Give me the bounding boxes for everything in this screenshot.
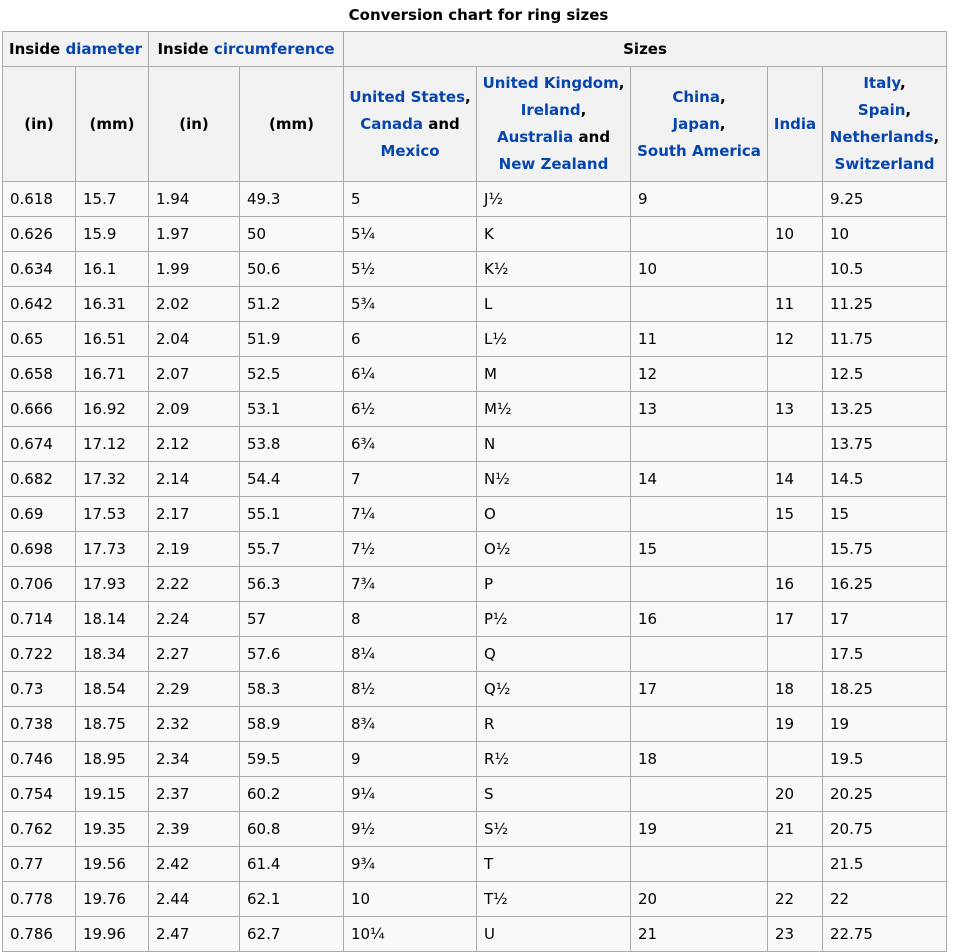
table-row <box>3 322 947 357</box>
diameter-in-cell: 0.714 <box>3 602 76 637</box>
mexico-link[interactable]: Mexico <box>380 141 440 160</box>
diameter-in-cell: 0.682 <box>3 462 76 497</box>
size-asia-cell: 21 <box>631 917 768 952</box>
diameter-in-cell: 0.722 <box>3 637 76 672</box>
size-asia-cell: 20 <box>631 882 768 917</box>
size-eu-cell: 20.75 <box>823 812 947 847</box>
circumference-in-cell: 2.07 <box>149 357 240 392</box>
size-eu-cell: 13.25 <box>823 392 947 427</box>
size-asia-cell: 18 <box>631 742 768 777</box>
diameter-in-cell: 0.69 <box>3 497 76 532</box>
diameter-in-cell: 0.65 <box>3 322 76 357</box>
diameter-mm-cell: 18.75 <box>76 707 149 742</box>
size-eu-cell: 16.25 <box>823 567 947 602</box>
diameter-in-cell: 0.762 <box>3 812 76 847</box>
size-eu-cell: 21.5 <box>823 847 947 882</box>
diameter-mm-cell: 16.71 <box>76 357 149 392</box>
diameter-in-cell: 0.698 <box>3 532 76 567</box>
diameter-in-cell: 0.626 <box>3 217 76 252</box>
italy-link[interactable]: Italy <box>863 74 900 92</box>
table-row <box>3 602 947 637</box>
table-row <box>3 532 947 567</box>
table-row <box>3 917 947 952</box>
size-india-cell: 22 <box>768 882 823 917</box>
size-eu-cell: 22 <box>823 882 947 917</box>
asia-header: China, Japan, South America <box>631 67 768 182</box>
diameter-mm-cell: 18.14 <box>76 602 149 637</box>
size-uk-cell: L <box>477 287 631 322</box>
diameter-in-cell: 0.618 <box>3 182 76 217</box>
size-asia-cell <box>631 637 768 672</box>
table-row <box>3 427 947 462</box>
diameter-mm-cell: 17.12 <box>76 427 149 462</box>
south-america-link[interactable]: South America <box>637 141 761 160</box>
united-kingdom-link[interactable]: United Kingdom <box>482 74 619 92</box>
circumference-link[interactable]: circumference <box>213 39 335 58</box>
diameter-mm-cell: 18.54 <box>76 672 149 707</box>
size-eu-cell: 14.5 <box>823 462 947 497</box>
diameter-in-cell: 0.73 <box>3 672 76 707</box>
diameter-mm-cell: 19.56 <box>76 847 149 882</box>
size-india-cell <box>768 742 823 777</box>
circumference-in-cell: 2.42 <box>149 847 240 882</box>
circumference-mm-cell: 54.4 <box>240 462 344 497</box>
china-link[interactable]: China <box>672 87 720 106</box>
size-india-cell <box>768 252 823 287</box>
diameter-in-cell: 0.634 <box>3 252 76 287</box>
size-india-cell: 15 <box>768 497 823 532</box>
circumference-mm-cell: 55.1 <box>240 497 344 532</box>
canada-link[interactable]: Canada <box>360 114 424 133</box>
size-india-cell: 10 <box>768 217 823 252</box>
circumference-in-cell: 2.12 <box>149 427 240 462</box>
size-uk-cell: M <box>477 357 631 392</box>
size-uk-cell: P <box>477 567 631 602</box>
circumference-in-cell: 2.14 <box>149 462 240 497</box>
circumference-in-cell: 2.34 <box>149 742 240 777</box>
diameter-mm-cell: 18.34 <box>76 637 149 672</box>
size-us-cell: 7 <box>344 462 477 497</box>
size-us-cell: 8 <box>344 602 477 637</box>
size-asia-cell <box>631 847 768 882</box>
size-uk-cell: Q <box>477 637 631 672</box>
size-us-cell: 9¾ <box>344 847 477 882</box>
diameter-in-cell: 0.778 <box>3 882 76 917</box>
table-row <box>3 392 947 427</box>
india-header <box>768 67 823 182</box>
size-uk-cell: O½ <box>477 532 631 567</box>
diameter-in-cell: 0.706 <box>3 567 76 602</box>
size-us-cell: 8¼ <box>344 637 477 672</box>
table-row <box>3 777 947 812</box>
size-asia-cell: 12 <box>631 357 768 392</box>
size-eu-cell: 11.75 <box>823 322 947 357</box>
size-asia-cell <box>631 567 768 602</box>
size-us-cell: 8½ <box>344 672 477 707</box>
size-uk-cell: Q½ <box>477 672 631 707</box>
diameter-in-cell: 0.77 <box>3 847 76 882</box>
india-link[interactable]: India <box>773 114 817 133</box>
circumference-mm-cell: 59.5 <box>240 742 344 777</box>
circumference-mm-cell: 62.7 <box>240 917 344 952</box>
size-asia-cell: 16 <box>631 602 768 637</box>
size-eu-cell: 9.25 <box>823 182 947 217</box>
size-uk-cell: K <box>477 217 631 252</box>
eu-header: Italy, Spain, Netherlands, Switzerland <box>823 67 947 182</box>
size-eu-cell: 12.5 <box>823 357 947 392</box>
size-india-cell <box>768 357 823 392</box>
size-india-cell: 23 <box>768 917 823 952</box>
size-us-cell: 6¾ <box>344 427 477 462</box>
size-eu-cell: 18.25 <box>823 672 947 707</box>
size-uk-cell: T <box>477 847 631 882</box>
new-zealand-link[interactable]: New Zealand <box>498 155 609 173</box>
circumference-mm-cell: 57 <box>240 602 344 637</box>
size-us-cell: 5¾ <box>344 287 477 322</box>
table-row <box>3 217 947 252</box>
diameter-mm-cell: 17.73 <box>76 532 149 567</box>
size-us-cell: 7¾ <box>344 567 477 602</box>
size-us-cell: 7½ <box>344 532 477 567</box>
size-us-cell: 5¼ <box>344 217 477 252</box>
size-asia-cell: 17 <box>631 672 768 707</box>
diameter-in-cell: 0.658 <box>3 357 76 392</box>
diameter-mm-cell: 19.96 <box>76 917 149 952</box>
size-asia-cell: 19 <box>631 812 768 847</box>
ring-size-table <box>2 31 947 952</box>
diameter-mm-cell: 19.15 <box>76 777 149 812</box>
size-asia-cell <box>631 777 768 812</box>
size-uk-cell: N <box>477 427 631 462</box>
size-us-cell: 6¼ <box>344 357 477 392</box>
size-india-cell <box>768 182 823 217</box>
circumference-in-cell: 2.47 <box>149 917 240 952</box>
circumference-mm-cell: 56.3 <box>240 567 344 602</box>
size-uk-cell: K½ <box>477 252 631 287</box>
circumference-mm-cell: 51.2 <box>240 287 344 322</box>
size-uk-cell: M½ <box>477 392 631 427</box>
circumference-mm-cell: 53.1 <box>240 392 344 427</box>
circumference-in-cell: 1.99 <box>149 252 240 287</box>
diameter-in-header: (in) <box>3 67 76 182</box>
diameter-mm-cell: 18.95 <box>76 742 149 777</box>
us-header: United States, Canada and Mexico <box>344 67 477 182</box>
circumference-in-cell: 2.04 <box>149 322 240 357</box>
table-row <box>3 847 947 882</box>
size-asia-cell <box>631 287 768 322</box>
diameter-mm-cell: 17.93 <box>76 567 149 602</box>
circumference-in-cell: 2.32 <box>149 707 240 742</box>
size-eu-cell: 10 <box>823 217 947 252</box>
size-us-cell: 8¾ <box>344 707 477 742</box>
size-eu-cell: 22.75 <box>823 917 947 952</box>
size-us-cell: 7¼ <box>344 497 477 532</box>
circumference-mm-cell: 58.9 <box>240 707 344 742</box>
netherlands-link[interactable]: Netherlands <box>829 128 934 146</box>
table-body <box>3 182 947 952</box>
circumference-mm-cell: 51.9 <box>240 322 344 357</box>
size-us-cell: 10 <box>344 882 477 917</box>
circumference-mm-cell: 49.3 <box>240 182 344 217</box>
circumference-in-cell: 2.22 <box>149 567 240 602</box>
uk-header: United Kingdom, Ireland, Australia and New Zealand <box>477 67 631 182</box>
size-asia-cell: 15 <box>631 532 768 567</box>
table-caption: Conversion chart for ring sizes <box>348 6 609 24</box>
size-eu-cell: 11.25 <box>823 287 947 322</box>
size-uk-cell: N½ <box>477 462 631 497</box>
circumference-in-cell: 1.94 <box>149 182 240 217</box>
circumference-in-cell: 2.02 <box>149 287 240 322</box>
circumference-in-header: (in) <box>149 67 240 182</box>
circumference-mm-cell: 50.6 <box>240 252 344 287</box>
circumference-in-cell: 2.44 <box>149 882 240 917</box>
size-asia-cell <box>631 217 768 252</box>
size-asia-cell: 10 <box>631 252 768 287</box>
switzerland-link[interactable]: Switzerland <box>834 155 935 173</box>
circumference-in-cell: 1.97 <box>149 217 240 252</box>
size-eu-cell: 15.75 <box>823 532 947 567</box>
diameter-mm-cell: 16.1 <box>76 252 149 287</box>
size-uk-cell: S <box>477 777 631 812</box>
diameter-mm-header: (mm) <box>76 67 149 182</box>
diameter-mm-cell: 17.53 <box>76 497 149 532</box>
size-india-cell: 21 <box>768 812 823 847</box>
size-india-cell: 17 <box>768 602 823 637</box>
table-row <box>3 742 947 777</box>
diameter-mm-cell: 16.31 <box>76 287 149 322</box>
diameter-in-cell: 0.642 <box>3 287 76 322</box>
size-us-cell: 6 <box>344 322 477 357</box>
size-us-cell: 9¼ <box>344 777 477 812</box>
size-eu-cell: 17.5 <box>823 637 947 672</box>
size-india-cell: 12 <box>768 322 823 357</box>
diameter-in-cell: 0.674 <box>3 427 76 462</box>
table-row <box>3 672 947 707</box>
size-asia-cell <box>631 427 768 462</box>
circumference-mm-cell: 61.4 <box>240 847 344 882</box>
size-asia-cell <box>631 497 768 532</box>
circumference-in-cell: 2.37 <box>149 777 240 812</box>
size-eu-cell: 20.25 <box>823 777 947 812</box>
size-asia-cell: 14 <box>631 462 768 497</box>
size-india-cell: 16 <box>768 567 823 602</box>
size-uk-cell: R½ <box>477 742 631 777</box>
table-row <box>3 357 947 392</box>
size-asia-cell <box>631 707 768 742</box>
size-eu-cell: 10.5 <box>823 252 947 287</box>
size-us-cell: 9 <box>344 742 477 777</box>
sizes-header: Sizes <box>344 32 947 67</box>
diameter-mm-cell: 15.7 <box>76 182 149 217</box>
circumference-mm-cell: 60.8 <box>240 812 344 847</box>
circumference-mm-cell: 55.7 <box>240 532 344 567</box>
size-india-cell: 19 <box>768 707 823 742</box>
size-asia-cell: 11 <box>631 322 768 357</box>
spain-link[interactable]: Spain <box>857 101 906 119</box>
size-uk-cell: T½ <box>477 882 631 917</box>
diameter-mm-cell: 16.92 <box>76 392 149 427</box>
size-uk-cell: P½ <box>477 602 631 637</box>
table-row <box>3 707 947 742</box>
size-eu-cell: 13.75 <box>823 427 947 462</box>
table-row <box>3 637 947 672</box>
circumference-mm-cell: 58.3 <box>240 672 344 707</box>
circumference-in-cell: 2.27 <box>149 637 240 672</box>
inside-diameter-header: Inside diameter <box>3 32 149 67</box>
size-india-cell <box>768 427 823 462</box>
table-row <box>3 287 947 322</box>
circumference-in-cell: 2.24 <box>149 602 240 637</box>
size-eu-cell: 15 <box>823 497 947 532</box>
size-uk-cell: J½ <box>477 182 631 217</box>
circumference-mm-cell: 57.6 <box>240 637 344 672</box>
size-asia-cell: 9 <box>631 182 768 217</box>
size-india-cell <box>768 847 823 882</box>
size-us-cell: 5½ <box>344 252 477 287</box>
table-row <box>3 462 947 497</box>
size-india-cell: 20 <box>768 777 823 812</box>
diameter-in-cell: 0.746 <box>3 742 76 777</box>
table-row <box>3 252 947 287</box>
size-uk-cell: S½ <box>477 812 631 847</box>
circumference-in-cell: 2.09 <box>149 392 240 427</box>
diameter-in-cell: 0.738 <box>3 707 76 742</box>
circumference-mm-cell: 50 <box>240 217 344 252</box>
circumference-in-cell: 2.29 <box>149 672 240 707</box>
size-india-cell <box>768 532 823 567</box>
diameter-mm-cell: 17.32 <box>76 462 149 497</box>
size-india-cell: 14 <box>768 462 823 497</box>
size-india-cell: 11 <box>768 287 823 322</box>
diameter-link[interactable]: diameter <box>65 39 143 58</box>
diameter-in-cell: 0.666 <box>3 392 76 427</box>
table-row <box>3 812 947 847</box>
diameter-in-cell: 0.786 <box>3 917 76 952</box>
circumference-mm-cell: 53.8 <box>240 427 344 462</box>
size-asia-cell: 13 <box>631 392 768 427</box>
circumference-in-cell: 2.17 <box>149 497 240 532</box>
diameter-in-cell: 0.754 <box>3 777 76 812</box>
size-uk-cell: O <box>477 497 631 532</box>
size-india-cell: 18 <box>768 672 823 707</box>
size-india-cell <box>768 637 823 672</box>
size-eu-cell: 19 <box>823 707 947 742</box>
inside-circumference-header: Inside circumference <box>149 32 344 67</box>
size-us-cell: 5 <box>344 182 477 217</box>
size-uk-cell: U <box>477 917 631 952</box>
table-row <box>3 182 947 217</box>
circumference-mm-cell: 62.1 <box>240 882 344 917</box>
circumference-mm-cell: 52.5 <box>240 357 344 392</box>
size-eu-cell: 17 <box>823 602 947 637</box>
table-row <box>3 497 947 532</box>
diameter-mm-cell: 16.51 <box>76 322 149 357</box>
table-row <box>3 882 947 917</box>
australia-link[interactable]: Australia <box>496 128 574 146</box>
size-uk-cell: R <box>477 707 631 742</box>
diameter-mm-cell: 19.35 <box>76 812 149 847</box>
size-uk-cell: L½ <box>477 322 631 357</box>
circumference-mm-cell: 60.2 <box>240 777 344 812</box>
table-row <box>3 567 947 602</box>
size-india-cell: 13 <box>768 392 823 427</box>
circumference-in-cell: 2.39 <box>149 812 240 847</box>
diameter-mm-cell: 15.9 <box>76 217 149 252</box>
japan-link[interactable]: Japan <box>672 114 720 133</box>
size-us-cell: 6½ <box>344 392 477 427</box>
ireland-link[interactable]: Ireland <box>520 101 581 119</box>
size-us-cell: 9½ <box>344 812 477 847</box>
size-us-cell: 10¼ <box>344 917 477 952</box>
circumference-in-cell: 2.19 <box>149 532 240 567</box>
size-eu-cell: 19.5 <box>823 742 947 777</box>
diameter-mm-cell: 19.76 <box>76 882 149 917</box>
circumference-mm-header: (mm) <box>240 67 344 182</box>
united-states-link[interactable]: United States <box>349 87 465 106</box>
